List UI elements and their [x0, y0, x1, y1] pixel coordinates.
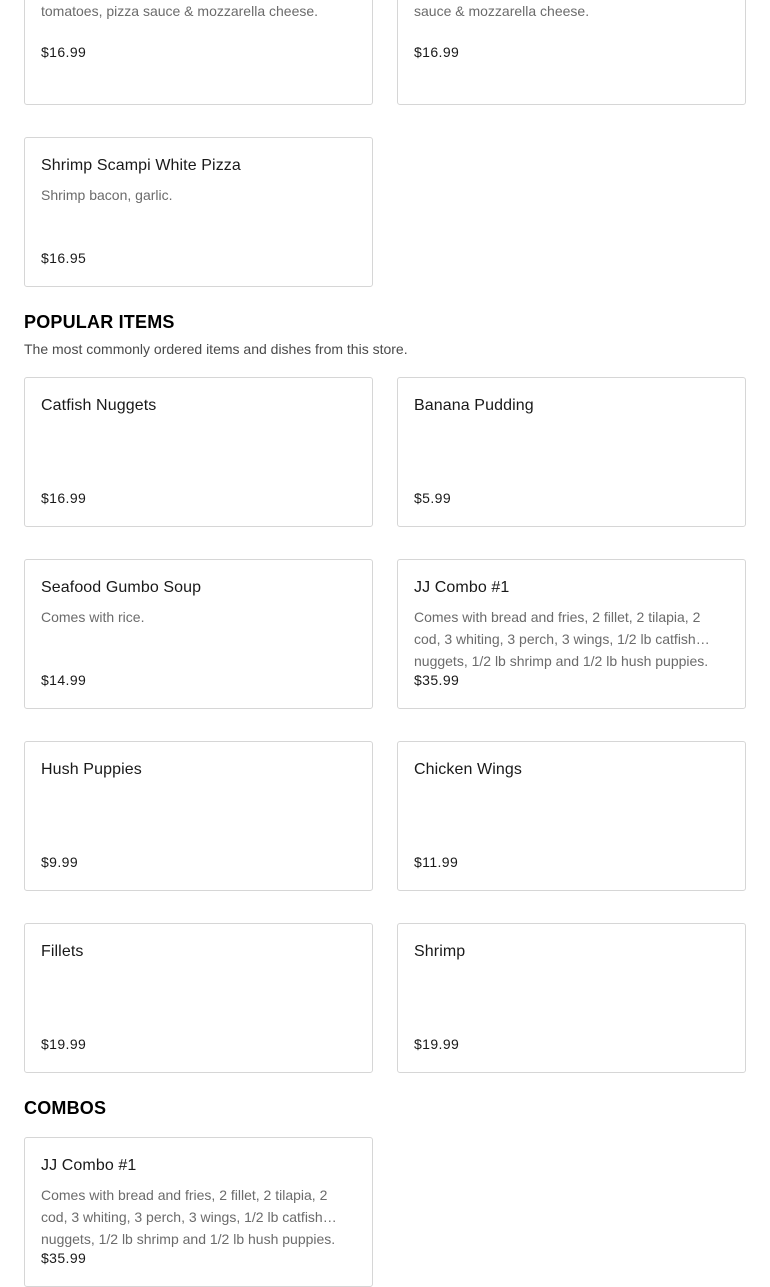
section-title-combos: COMBOS: [24, 1098, 107, 1118]
menu-item-name: JJ Combo #1: [41, 1157, 137, 1174]
menu-item-price: $19.99: [414, 1036, 460, 1052]
menu-item-description: Comes with bread and fries, 2 fillet, 2 tilapia, 2 cod, 3 whiting, 3 perch, 3 wings, 1/2 lb catfish nuggets, 1/2 lb shrimp and 1/2 lb hush puppies.: [414, 609, 709, 669]
menu-item-card[interactable]: [397, 377, 746, 527]
menu-item-price: $5.99: [414, 490, 452, 506]
menu-item-description: tomatoes, pizza sauce & mozzarella cheese.: [41, 3, 319, 19]
menu-item-price: $16.99: [41, 44, 87, 60]
menu-item-description: Shrimp bacon, garlic.: [41, 187, 173, 203]
menu-item-name: Catfish Nuggets: [41, 397, 157, 414]
menu-item-card[interactable]: [24, 137, 373, 287]
menu-item-card[interactable]: [397, 923, 746, 1073]
section-title-popular-items: POPULAR ITEMS: [24, 312, 175, 332]
menu-item-price: $16.99: [414, 44, 460, 60]
menu-item-name: Chicken Wings: [414, 761, 523, 778]
menu-item-description: Comes with bread and fries, 2 fillet, 2 tilapia, 2 cod, 3 whiting, 3 perch, 3 wings, 1/2 lb catfish nuggets, 1/2 lb shrimp and 1/2 lb hush puppies.: [41, 1187, 336, 1247]
menu-item-name: JJ Combo #1: [414, 579, 510, 596]
menu-item-description: sauce & mozzarella cheese.: [414, 3, 590, 19]
menu-item-card[interactable]: [24, 377, 373, 527]
menu-item-name: Banana Pudding: [414, 397, 534, 414]
menu-item-price: $11.99: [414, 854, 459, 870]
menu-item-price: $35.99: [41, 1250, 87, 1266]
menu-item-card[interactable]: [24, 741, 373, 891]
menu-item-description: Comes with rice.: [41, 609, 145, 625]
menu-item-price: $16.99: [41, 490, 87, 506]
menu-item-name: Fillets: [41, 943, 84, 960]
menu-item-price: $19.99: [41, 1036, 87, 1052]
menu-item-name: Hush Puppies: [41, 761, 142, 778]
menu-item-price: $35.99: [414, 672, 460, 688]
menu-item-card[interactable]: [397, 741, 746, 891]
menu-item-card[interactable]: [397, 559, 746, 709]
menu-item-card[interactable]: [24, 923, 373, 1073]
menu-item-card[interactable]: [24, 0, 373, 105]
menu-item-price: $16.95: [41, 250, 87, 266]
menu-item-price: $14.99: [41, 672, 87, 688]
menu-item-name: Seafood Gumbo Soup: [41, 579, 202, 596]
menu-item-price: $9.99: [41, 854, 79, 870]
menu-item-name: Shrimp Scampi White Pizza: [41, 157, 241, 174]
menu-item-card[interactable]: [397, 0, 746, 105]
menu-item-card[interactable]: [24, 1137, 373, 1287]
section-subtitle-popular-items: The most commonly ordered items and dishes from this store.: [24, 341, 408, 357]
menu-item-name: Shrimp: [414, 943, 466, 960]
menu-item-card[interactable]: [24, 559, 373, 709]
